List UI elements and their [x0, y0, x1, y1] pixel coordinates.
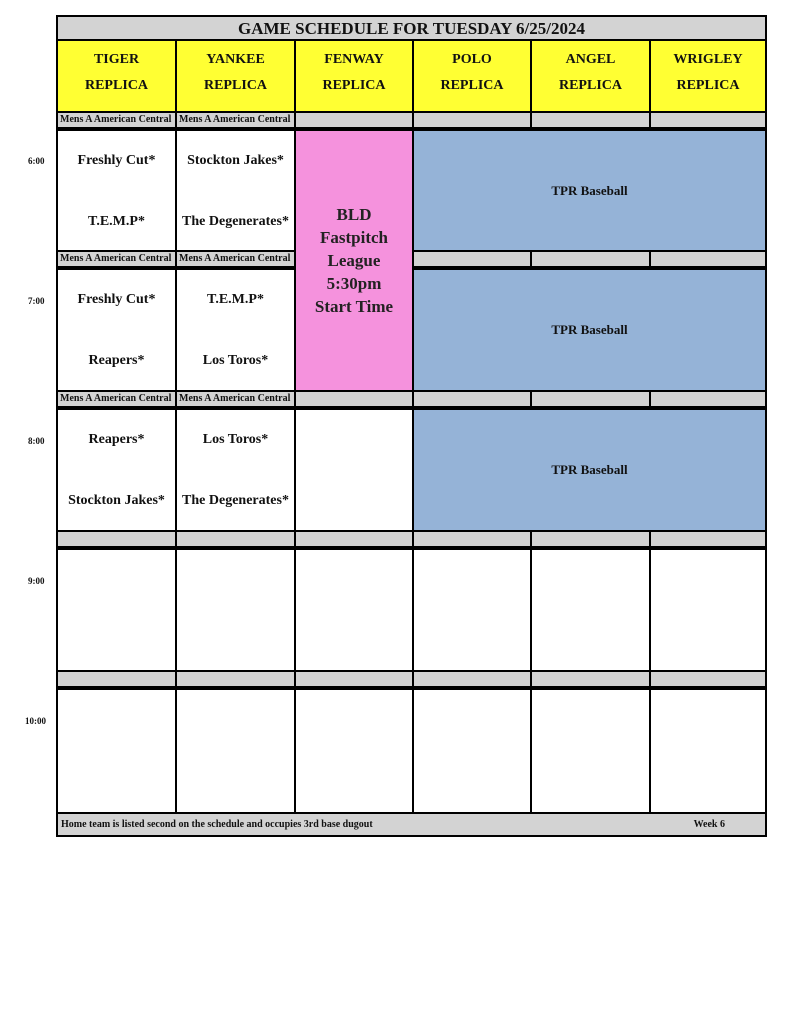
- away-team: Freshly Cut*: [77, 153, 156, 168]
- fastpitch-line: League: [327, 251, 381, 270]
- division-band: Mens A American Central: [56, 390, 177, 408]
- game-slot: [56, 129, 177, 252]
- division-band: Mens A American Central: [175, 390, 296, 408]
- game-slot: [175, 129, 296, 252]
- division-band: [649, 250, 767, 268]
- fastpitch-line: 5:30pm: [326, 274, 382, 293]
- away-team: Los Toros*: [202, 432, 269, 447]
- home-team: T.E.M.P*: [88, 214, 145, 229]
- game-slot: [56, 408, 177, 532]
- field-name: YANKEE: [206, 52, 265, 67]
- field-sub: REPLICA: [676, 78, 740, 93]
- home-team: The Degenerates*: [182, 493, 289, 508]
- field-header-wrigley: [649, 39, 767, 113]
- field-name: WRIGLEY: [673, 52, 743, 67]
- empty-slot: [175, 688, 296, 814]
- tpr-label: TPR Baseball: [551, 183, 628, 198]
- empty-slot: [649, 688, 767, 814]
- division-band: [56, 670, 177, 688]
- division-band: [175, 670, 296, 688]
- schedule-title: GAME SCHEDULE FOR TUESDAY 6/25/2024: [56, 15, 767, 41]
- empty-slot: [649, 548, 767, 672]
- division-band: Mens A American Central: [56, 111, 177, 129]
- empty-slot: [294, 548, 414, 672]
- division-band: [530, 390, 651, 408]
- home-team: Reapers*: [88, 353, 145, 368]
- field-sub: REPLICA: [558, 78, 622, 93]
- field-name: ANGEL: [565, 52, 616, 67]
- division-band: [649, 390, 767, 408]
- division-band: [294, 390, 414, 408]
- schedule-footer: [56, 812, 767, 837]
- tpr-label: TPR Baseball: [551, 322, 628, 337]
- tpr-block: [412, 129, 767, 252]
- field-name: TIGER: [93, 52, 140, 67]
- tpr-block: [412, 408, 767, 532]
- empty-slot: [530, 548, 651, 672]
- division-band: [294, 111, 414, 129]
- game-slot: [175, 268, 296, 392]
- empty-slot: [56, 688, 177, 814]
- game-slot: [56, 268, 177, 392]
- division-band: [649, 111, 767, 129]
- division-band: Mens A American Central: [175, 250, 296, 268]
- division-band: [530, 670, 651, 688]
- home-team: The Degenerates*: [182, 214, 289, 229]
- field-header-tiger: [56, 39, 177, 113]
- field-name: FENWAY: [324, 52, 384, 67]
- home-team: Stockton Jakes*: [68, 493, 165, 508]
- field-header-polo: [412, 39, 532, 113]
- division-band: [649, 530, 767, 548]
- tpr-label: TPR Baseball: [551, 462, 628, 477]
- division-band: [412, 250, 532, 268]
- empty-slot: [294, 408, 414, 532]
- fastpitch-line: BLD: [336, 205, 372, 224]
- division-band: [530, 250, 651, 268]
- empty-slot: [412, 688, 532, 814]
- field-sub: REPLICA: [440, 78, 504, 93]
- empty-slot: [530, 688, 651, 814]
- division-band: [175, 530, 296, 548]
- field-name: POLO: [452, 52, 492, 67]
- division-band: [412, 390, 532, 408]
- division-band: [530, 111, 651, 129]
- division-band: [412, 670, 532, 688]
- division-band: Mens A American Central: [56, 250, 177, 268]
- away-team: Stockton Jakes*: [187, 153, 284, 168]
- tpr-block: [412, 268, 767, 392]
- field-header-angel: [530, 39, 651, 113]
- time-label: 8:00: [28, 436, 45, 446]
- time-label: 10:00: [25, 716, 46, 726]
- away-team: T.E.M.P*: [207, 292, 264, 307]
- division-band: Mens A American Central: [175, 111, 296, 129]
- fastpitch-line: Fastpitch: [320, 228, 388, 247]
- division-band: [294, 670, 414, 688]
- away-team: Reapers*: [88, 432, 145, 447]
- fastpitch-line: Start Time: [314, 297, 394, 316]
- empty-slot: [412, 548, 532, 672]
- fenway-fastpitch-block: [294, 129, 414, 392]
- division-band: [530, 530, 651, 548]
- time-label: 7:00: [28, 296, 45, 306]
- division-band: [412, 111, 532, 129]
- away-team: Freshly Cut*: [77, 292, 156, 307]
- field-sub: REPLICA: [84, 78, 148, 93]
- division-band: [412, 530, 532, 548]
- field-sub: REPLICA: [203, 78, 267, 93]
- division-band: [294, 530, 414, 548]
- empty-slot: [175, 548, 296, 672]
- field-header-fenway: [294, 39, 414, 113]
- footer-note: Home team is listed second on the schedule and occupies 3rd base dugout: [61, 819, 373, 830]
- time-label: 6:00: [28, 156, 45, 166]
- division-band: [649, 670, 767, 688]
- home-team: Los Toros*: [202, 353, 269, 368]
- week-label: Week 6: [693, 819, 725, 830]
- field-header-yankee: [175, 39, 296, 113]
- empty-slot: [294, 688, 414, 814]
- empty-slot: [56, 548, 177, 672]
- division-band: [56, 530, 177, 548]
- field-sub: REPLICA: [322, 78, 386, 93]
- game-slot: [175, 408, 296, 532]
- time-label: 9:00: [28, 576, 45, 586]
